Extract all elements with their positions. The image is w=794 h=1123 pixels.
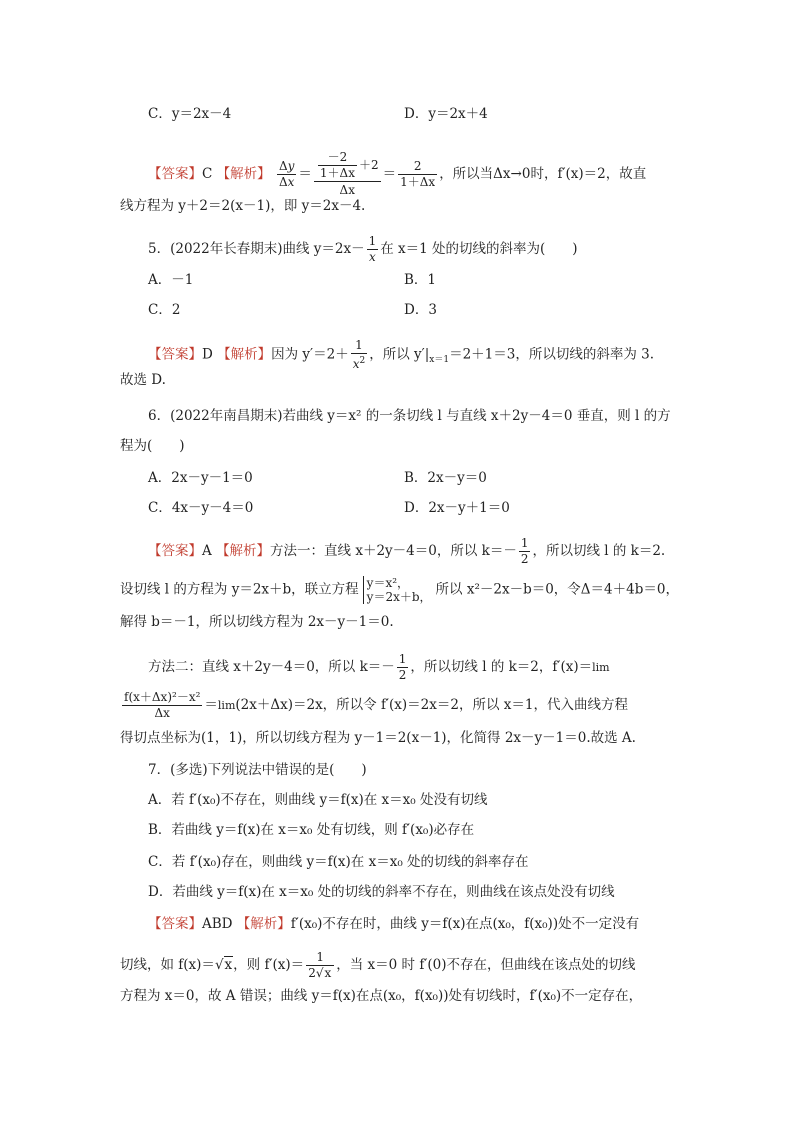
q7-answer-line3: 方程为 x＝0，故 A 错误；曲线 y＝f(x)在点(x₀，f(x₀))处有切线时，f′(x₀)不一定存在， <box>120 988 643 1004</box>
q6-method1-line3: 解得 b＝－1，所以切线方程为 2x－y－1＝0. <box>120 614 394 630</box>
q7-answer-line: 【答案】ABD 【解析】f′(x₀)不存在时，曲线 y＝f(x)在点(x₀，f(x₀))处不一定没有 <box>148 916 640 932</box>
q6-stem-2: 程为( ) <box>120 438 185 454</box>
q6-stem-1: 6．(2022年南昌期末)若曲线 y＝x² 的一条切线 l 与直线 x＋2y－4＝0 垂直，则 l 的方 <box>148 408 671 424</box>
q6-method1-line2: 设切线 l 的方程为 y＝2x＋b，联立方程 y＝x²， y＝2x＋b， 所以 x²－2x－b＝0，令Δ＝4＋4b＝0， <box>120 576 679 604</box>
q7-option-b: B．若曲线 y＝f(x)在 x＝x₀ 处有切线，则 f′(x₀)必存在 <box>148 822 475 838</box>
q6-answer-line: 【答案】A 【解析】方法一：直线 x＋2y－4＝0，所以 k＝－ $\frac{1}{2}$ ，所以切线 l 的 k＝2. <box>148 536 666 566</box>
q6-method2-line2: $\frac{\text{f(x＋Δx)²－x²}}{\Delta x}$ ＝lim(2x＋Δx)＝2x，所以令 f′(x)＝2x＝2，所以 x＝1，代入曲线方程 <box>124 690 628 720</box>
q6-method2-line3: 得切点坐标为(1，1)，所以切线方程为 y－1＝2(x－1)，化简得 2x－y－1＝0.故选 A. <box>120 730 636 746</box>
q6-option-b: B．2x－y＝0 <box>404 470 487 486</box>
q4-option-d: D．y＝2x＋4 <box>404 106 488 122</box>
q7-option-a: A．若 f′(x₀)不存在，则曲线 y＝f(x)在 x＝x₀ 处没有切线 <box>148 792 488 808</box>
q5-stem: 5．(2022年长春期末)曲线 y＝2x－ $\frac{1}{x}$ 在 x＝1 处的切线的斜率为( ) <box>148 234 578 264</box>
q5-answer-line2: 故选 D. <box>120 372 166 388</box>
q4-option-c: C．y＝2x－4 <box>148 106 232 122</box>
q6-option-c: C．4x－y－4＝0 <box>148 500 254 516</box>
q7-option-d: D．若曲线 y＝f(x)在 x＝x₀ 处的切线的斜率不存在，则曲线在该点处没有切线 <box>148 884 615 900</box>
q5-option-c: C．2 <box>148 302 181 318</box>
q5-option-a: A．－1 <box>148 272 194 288</box>
q4-answer-line: 【答案】C 【解析】 $\frac{\Delta y}{\Delta x}$ ＝ $\frac{-2}{1+\Delta x}$ ＋2 Δx ＝ $\frac{2}{1+\Delta x}$ ，所以当Δx→0时，f′(x)＝2，故直 <box>148 150 647 197</box>
q6-option-d: D．2x－y＋1＝0 <box>404 500 510 516</box>
q4-complex-fraction: $\frac{-2}{1+\Delta x}$ ＋2 Δx <box>314 150 381 199</box>
q5-answer-line: 【答案】D 【解析】因为 y′＝2＋ $\frac{1}{x^2}$ ，所以 $y'|_{x=1}=2+1=3$，所以切线的斜率为 3. <box>148 338 655 371</box>
q4-result-fraction: $\frac{2}{1+\Delta x}$ <box>400 159 436 189</box>
q7-answer-line2: 切线，如 f(x)＝√x，则 f′(x)＝ $\frac{1}{2√x}$ ，当 x＝0 时 f′(0)不存在，但曲线在该点处的切线 <box>120 950 636 980</box>
delta-y-over-delta-x: $\frac{\Delta y}{\Delta x}$ <box>278 159 295 189</box>
answer-value: C <box>202 166 213 182</box>
q5-option-b: B．1 <box>404 272 437 288</box>
analysis-tag: 【解析】 <box>216 166 271 182</box>
answer-tag: 【答案】 <box>148 166 202 182</box>
q6-option-a: A．2x－y－1＝0 <box>148 470 253 486</box>
q4-answer-line2: 线方程为 y＋2＝2(x－1)，即 y＝2x－4. <box>120 198 366 214</box>
q5-option-d: D．3 <box>404 302 437 318</box>
q7-option-c: C．若 f′(x₀)存在，则曲线 y＝f(x)在 x＝x₀ 处的切线的斜率存在 <box>148 854 529 870</box>
equation-system: y＝x²， y＝2x＋b， <box>363 576 432 604</box>
q6-method2-line1: 方法二：直线 x＋2y－4＝0，所以 k＝－ $\frac{1}{2}$ ，所以切线 l 的 k＝2，f′(x)＝lim <box>148 652 610 682</box>
q7-stem: 7．(多选)下列说法中错误的是( ) <box>148 762 367 778</box>
